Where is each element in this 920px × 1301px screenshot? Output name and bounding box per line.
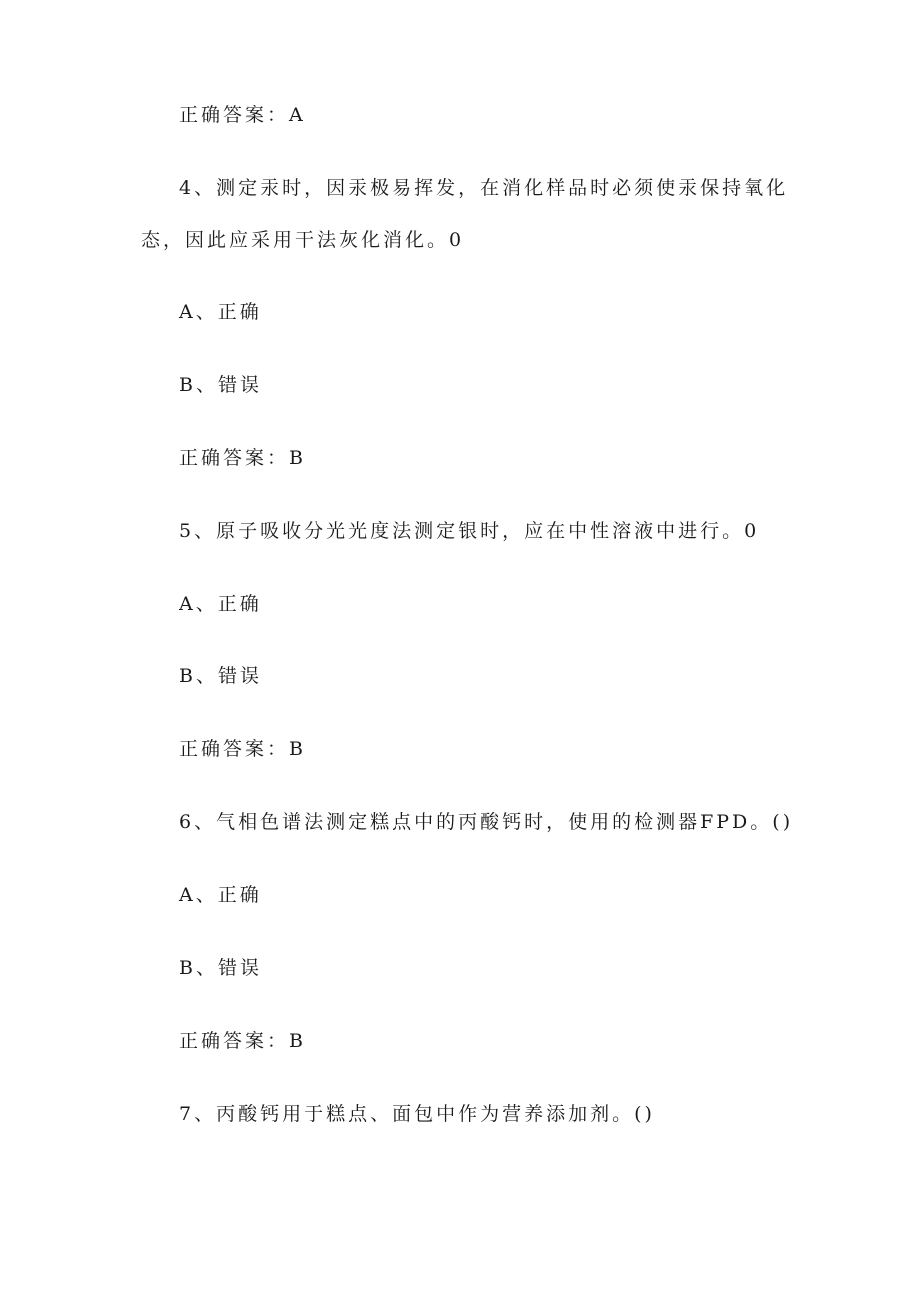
option-a: A、正确 bbox=[179, 593, 262, 615]
option-a: A、正确 bbox=[179, 301, 262, 323]
question-text-continued: 态，因此应采用干法灰化消化。0 bbox=[141, 229, 465, 251]
question-text: 7、丙酸钙用于糕点、面包中作为营养添加剂。() bbox=[179, 1103, 655, 1125]
option-a: A、正确 bbox=[179, 884, 262, 906]
option-b: B、错误 bbox=[179, 665, 262, 687]
question-text: 5、原子吸收分光光度法测定银时，应在中性溶液中进行。0 bbox=[179, 520, 760, 542]
question-text: 4、测定汞时，因汞极易挥发，在消化样品时必须使汞保持氧化 bbox=[179, 177, 789, 199]
answer-line: 正确答案：B bbox=[179, 738, 306, 760]
answer-line: 正确答案：B bbox=[179, 447, 306, 469]
answer-line: 正确答案：B bbox=[179, 1030, 306, 1052]
answer-line: 正确答案：A bbox=[179, 104, 306, 126]
option-b: B、错误 bbox=[179, 374, 262, 396]
question-text: 6、气相色谱法测定糕点中的丙酸钙时，使用的检测器FPD。() bbox=[179, 811, 794, 833]
option-b: B、错误 bbox=[179, 957, 262, 979]
